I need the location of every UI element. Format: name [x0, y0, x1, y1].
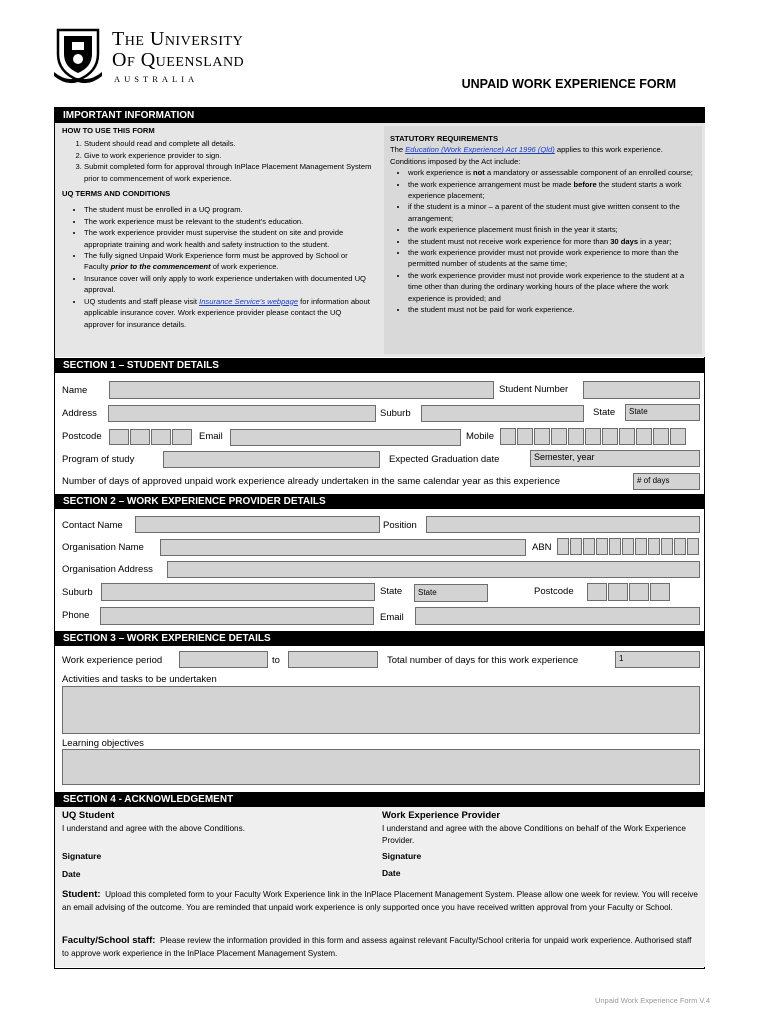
mobile-input[interactable]	[500, 428, 687, 445]
provider-postcode-input[interactable]	[587, 583, 671, 601]
provider-postcode-label: Postcode	[534, 586, 574, 597]
objectives-label: Learning objectives	[62, 738, 144, 749]
statutory-1: • work experience is not a mandatory or assessable component of an enrolled course;	[408, 167, 700, 178]
university-name-line1: The University	[112, 28, 244, 50]
staff-note-text: Please review the information provided in this form and assess against relevant Faculty/School criteria for unpaid work experience. Authorised staff to approve work experience in the InPlace Placement Management System.	[62, 936, 692, 958]
provider-suburb-label: Suburb	[62, 587, 93, 598]
statutory-6: • the work experience provider must not provide work experience to more than the permitted number of students at the same time;	[408, 247, 700, 270]
provider-state-label: State	[380, 586, 403, 597]
how-to-column	[62, 125, 372, 330]
uq-student-heading: UQ Student	[62, 810, 115, 821]
program-label: Program of study	[62, 454, 135, 465]
phone-label: Phone	[62, 610, 90, 621]
statutory-2: • the work experience arrangement must be made before the student starts a work experience placement;	[408, 179, 700, 202]
how-step-2: 2. Give to work experience provider to sign.	[84, 150, 372, 161]
student-note-label: Student:	[62, 889, 101, 900]
provider-date-label: Date	[382, 868, 401, 878]
term-1: • The student must be enrolled in a UQ program.	[84, 204, 372, 215]
student-date-label: Date	[62, 869, 81, 879]
provider-state-select[interactable]: State	[414, 584, 488, 602]
days-input[interactable]: # of days	[633, 473, 700, 490]
term-4: • The fully signed Unpaid Work Experience form must be approved by School or Faculty prior to the commencement of work experience.	[84, 250, 372, 273]
provider-email-label: Email	[380, 612, 404, 623]
crest-icon	[52, 24, 104, 84]
program-input[interactable]	[163, 451, 380, 468]
how-to-heading: HOW TO USE THIS FORM	[62, 126, 155, 135]
period-start-input[interactable]	[179, 651, 268, 668]
terms-heading: UQ TERMS AND CONDITIONS	[62, 189, 171, 199]
postcode-label: Postcode	[62, 431, 102, 442]
total-days-label: Total number of days for this work experience	[387, 655, 579, 666]
org-address-input[interactable]	[167, 561, 700, 578]
period-label: Work experience period	[62, 655, 163, 666]
suburb-label: Suburb	[380, 408, 411, 419]
activities-textarea[interactable]	[62, 686, 700, 734]
address-input[interactable]	[108, 405, 376, 422]
student-number-input[interactable]	[583, 381, 700, 399]
total-days-input[interactable]: 1	[615, 651, 700, 668]
grad-date-label: Expected Graduation date	[389, 454, 500, 465]
student-number-label: Student Number	[499, 384, 569, 395]
term-2: • The work experience must be relevant to the student's education.	[84, 216, 372, 227]
grad-date-input[interactable]: Semester, year	[530, 450, 700, 467]
statutory-4: • the work experience placement must finish in the year it starts;	[408, 224, 700, 235]
statutory-7: • the work experience provider must not provide work experience to the student at a time other than during the ordinary working hours of the place where the work experience is provided; and	[408, 270, 700, 304]
provider-signature-label: Signature	[382, 851, 422, 861]
email-label: Email	[199, 431, 223, 442]
objectives-textarea[interactable]	[62, 749, 700, 785]
uq-student-text: I understand and agree with the above Conditions.	[62, 824, 245, 833]
country-label: AUSTRALIA	[114, 74, 199, 84]
period-end-input[interactable]	[288, 651, 378, 668]
staff-note	[62, 935, 698, 960]
position-input[interactable]	[426, 516, 700, 533]
mobile-label: Mobile	[466, 431, 494, 442]
activities-label: Activities and tasks to be undertaken	[62, 674, 217, 685]
section2-header: SECTION 2 – WORK EXPERIENCE PROVIDER DETAILS	[55, 494, 705, 509]
postcode-input[interactable]	[109, 429, 193, 445]
provider-text: I understand and agree with the above Conditions on behalf of the Work Experience Provider.	[382, 824, 686, 845]
contact-name-label: Contact Name	[62, 520, 123, 531]
section3-header: SECTION 3 – WORK EXPERIENCE DETAILS	[55, 631, 705, 646]
abn-label: ABN	[532, 542, 552, 553]
statutory-column	[390, 133, 700, 316]
days-label: Number of days of approved unpaid work experience already undertaken in the same calendar year as this experience	[62, 476, 560, 487]
org-address-label: Organisation Address	[62, 564, 153, 575]
provider-email-input[interactable]	[415, 607, 700, 625]
section4-header: SECTION 4 - ACKNOWLEDGEMENT	[55, 792, 705, 807]
insurance-link[interactable]: Insurance Service's webpage	[199, 296, 299, 306]
how-step-1: 1. Student should read and complete all details.	[84, 138, 372, 149]
term-5: • Insurance cover will only apply to work experience undertaken with documented UQ approval.	[84, 273, 372, 296]
university-name-line2: Of Queensland	[112, 49, 245, 71]
state-label: State	[593, 407, 616, 418]
staff-note-label: Faculty/School staff:	[62, 935, 156, 946]
name-label: Name	[62, 385, 88, 396]
abn-input[interactable]	[557, 538, 700, 555]
statutory-heading: STATUTORY REQUIREMENTS	[390, 134, 499, 143]
student-note	[62, 889, 698, 914]
suburb-input[interactable]	[421, 405, 584, 422]
contact-name-input[interactable]	[135, 516, 380, 533]
org-name-label: Organisation Name	[62, 542, 144, 553]
uq-logo	[52, 24, 282, 86]
period-to-label: to	[272, 655, 280, 666]
student-note-text: Upload this completed form to your Faculty Work Experience link in the InPlace Placement Management System. Please allow one week for review. You will receive an email advising of the outcome. You are reminded that unpaid work experience is only supported once you have received written approval from your Faculty or School.	[62, 890, 698, 912]
phone-input[interactable]	[100, 607, 374, 625]
section1-header: SECTION 1 – STUDENT DETAILS	[55, 358, 705, 373]
provider-heading: Work Experience Provider	[382, 810, 501, 821]
form-title: UNPAID WORK EXPERIENCE FORM	[461, 77, 676, 91]
important-info-header: IMPORTANT INFORMATION	[55, 108, 705, 123]
how-step-3: 3. Submit completed form for approval through InPlace Placement Management System prior to commencement of work experience.	[84, 161, 372, 184]
address-label: Address	[62, 408, 97, 419]
statutory-3: • if the student is a minor – a parent of the student must give written consent to the arrangement;	[408, 201, 700, 224]
name-input[interactable]	[109, 381, 494, 399]
state-select[interactable]: State	[625, 404, 700, 421]
email-input[interactable]	[230, 429, 461, 446]
student-signature-label: Signature	[62, 851, 102, 861]
position-label: Position	[383, 520, 417, 531]
form-version: Unpaid Work Experience Form V.4	[594, 996, 710, 1005]
statutory-8: • the student must not be paid for work experience.	[408, 304, 700, 315]
org-name-input[interactable]	[160, 539, 526, 556]
term-6: • UQ students and staff please visit Insurance Service's webpage for information about applicable insurance cover. Work experience provider please contact the UQ approver for insurance details.	[84, 296, 372, 330]
provider-suburb-input[interactable]	[101, 583, 375, 601]
term-3: • The work experience provider must supervise the student on site and provide appropriate training and work health and safety instruction to the student.	[84, 227, 372, 250]
act-link[interactable]: Education (Work Experience) Act 1996 (Qld)	[405, 145, 555, 155]
statutory-intro: The Education (Work Experience) Act 1996 (Qld) applies to this work experience. Conditions imposed by the Act include:	[390, 145, 663, 166]
statutory-5: • the student must not receive work experience for more than 30 days in a year;	[408, 236, 700, 247]
